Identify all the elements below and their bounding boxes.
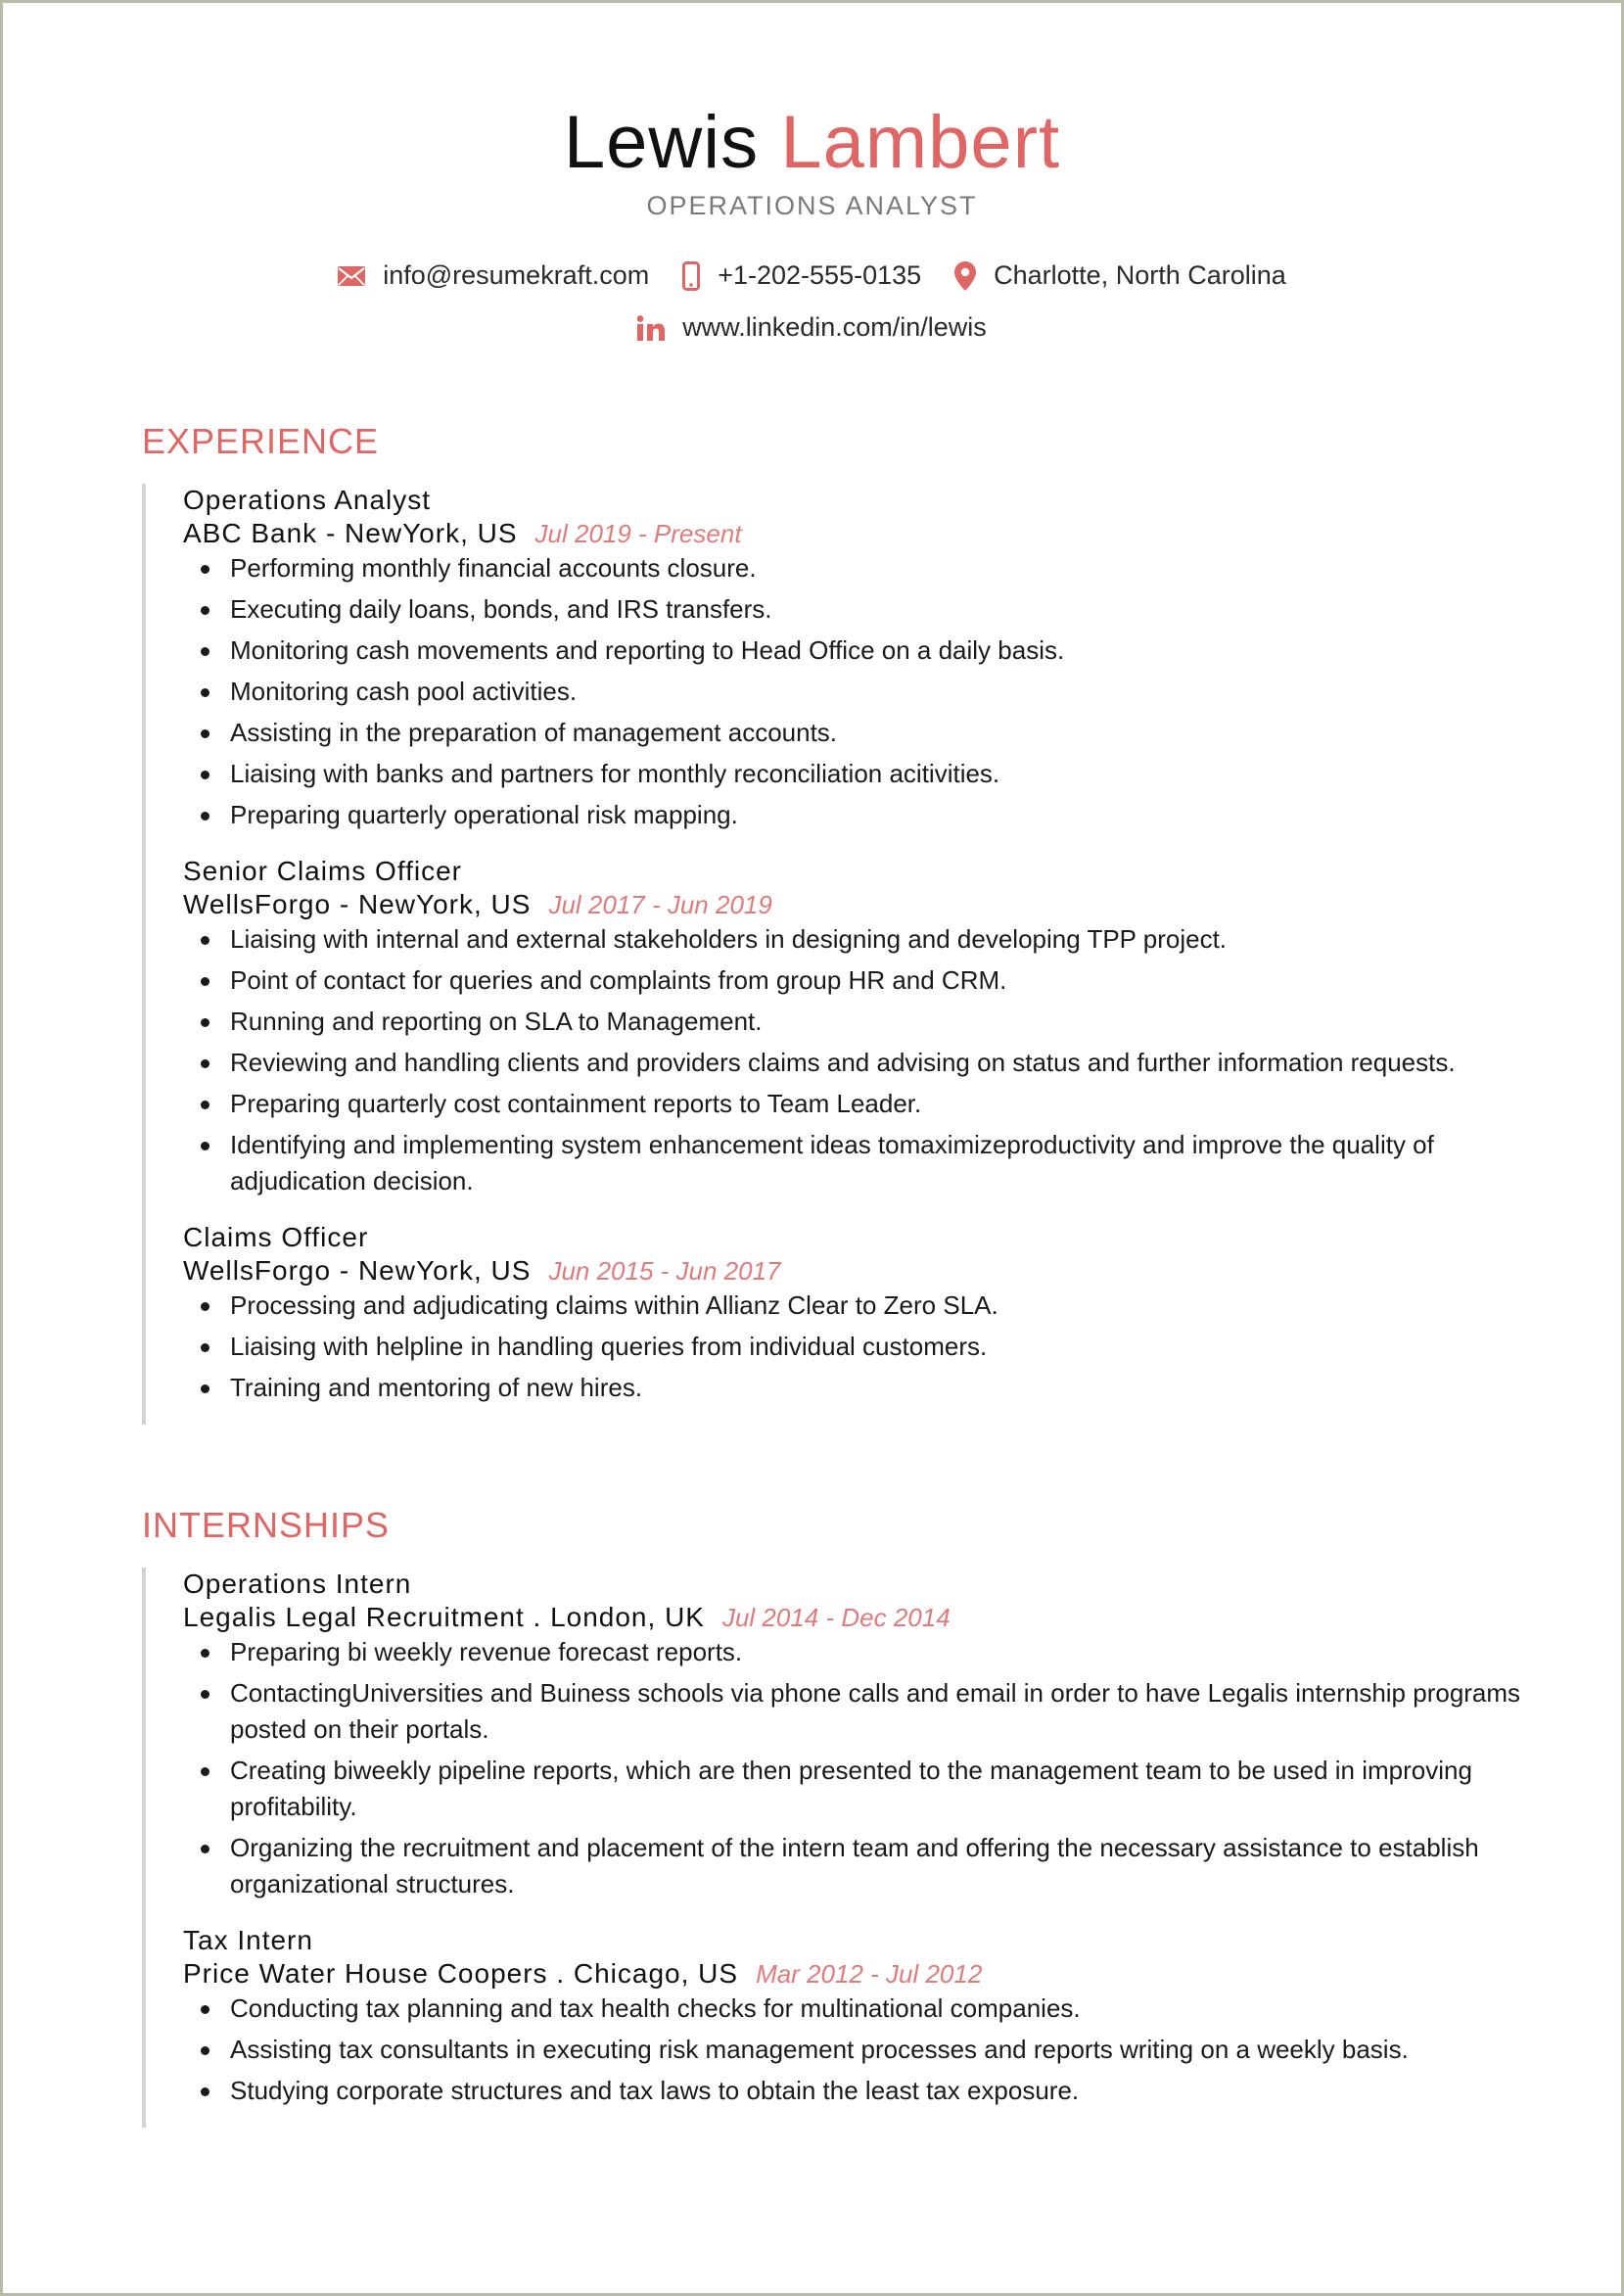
resume-header bbox=[3, 3, 1621, 343]
job-title: Operations Analyst bbox=[183, 485, 432, 515]
job-bullets bbox=[183, 1991, 1533, 2109]
contact-row bbox=[3, 260, 1621, 291]
bullet-item: Performing monthly financial accounts closure. bbox=[183, 550, 1533, 586]
experience-heading: EXPERIENCE bbox=[142, 421, 380, 461]
linkedin-text: www.linkedin.com/in/lewis bbox=[682, 312, 987, 342]
bullet-item: ContactingUniversities and Buiness schools via phone calls and email in order to have Legalis internship programs posted on their portals. bbox=[183, 1675, 1533, 1748]
resume-page bbox=[3, 3, 1621, 2293]
internship-item bbox=[183, 1568, 1533, 1902]
job-company-line bbox=[183, 517, 1533, 550]
bullet-item: Preparing quarterly operational risk mapping. bbox=[183, 797, 1533, 833]
internships-heading: INTERNSHIPS bbox=[142, 1505, 391, 1545]
internships-section bbox=[142, 1505, 1533, 2128]
job-bullets bbox=[183, 550, 1533, 833]
job-company: WellsForgo - NewYork, US bbox=[183, 1255, 532, 1286]
contact-email[interactable] bbox=[338, 260, 649, 291]
bullet-item: Monitoring cash pool activities. bbox=[183, 674, 1533, 710]
bullet-item: Processing and adjudicating claims within Allianz Clear to Zero SLA. bbox=[183, 1288, 1533, 1324]
job-title: Senior Claims Officer bbox=[183, 856, 463, 886]
job-dates: Jul 2014 - Dec 2014 bbox=[721, 1603, 951, 1632]
contact-phone[interactable] bbox=[682, 260, 921, 291]
bullet-item: Conducting tax planning and tax health checks for multinational companies. bbox=[183, 1991, 1533, 2027]
location-text: Charlotte, North Carolina bbox=[994, 260, 1286, 290]
job-dates: Mar 2012 - Jul 2012 bbox=[756, 1959, 983, 1989]
mobile-phone-icon bbox=[682, 261, 700, 291]
candidate-name bbox=[3, 101, 1621, 185]
job-company-line bbox=[183, 888, 1533, 921]
experience-item bbox=[183, 484, 1533, 833]
job-company: Price Water House Coopers . Chicago, US bbox=[183, 1958, 739, 1989]
bullet-item: Point of contact for queries and complaints from group HR and CRM. bbox=[183, 962, 1533, 999]
internships-list bbox=[142, 1568, 1533, 2128]
experience-section bbox=[142, 421, 1533, 1425]
map-pin-icon bbox=[954, 261, 976, 291]
last-name: Lambert bbox=[780, 101, 1061, 184]
experience-list bbox=[142, 484, 1533, 1425]
bullet-item: Organizing the recruitment and placement of the intern team and offering the necessary assistance to establish organizational structures. bbox=[183, 1830, 1533, 1902]
job-dates: Jun 2015 - Jun 2017 bbox=[548, 1256, 781, 1286]
bullet-item: Monitoring cash movements and reporting to Head Office on a daily basis. bbox=[183, 633, 1533, 669]
linkedin-icon bbox=[637, 315, 665, 341]
job-bullets bbox=[183, 1288, 1533, 1406]
bullet-item: Studying corporate structures and tax laws to obtain the least tax exposure. bbox=[183, 2073, 1533, 2109]
phone-text: +1-202-555-0135 bbox=[718, 260, 922, 290]
job-company-line bbox=[183, 1601, 1533, 1634]
job-dates: Jul 2017 - Jun 2019 bbox=[548, 890, 772, 919]
job-company-line bbox=[183, 1957, 1533, 1991]
job-bullets bbox=[183, 921, 1533, 1199]
bullet-item: Liaising with internal and external stakeholders in designing and developing TPP project. bbox=[183, 921, 1533, 958]
contact-row-2 bbox=[3, 312, 1621, 343]
job-company: WellsForgo - NewYork, US bbox=[183, 889, 532, 919]
bullet-item: Creating biweekly pipeline reports, which are then presented to the management team to be used in improving profitability. bbox=[183, 1753, 1533, 1825]
job-company: ABC Bank - NewYork, US bbox=[183, 518, 518, 548]
bullet-item: Identifying and implementing system enhancement ideas tomaximizeproductivity and improve the quality of adjudication decision. bbox=[183, 1127, 1533, 1199]
experience-item bbox=[183, 1221, 1533, 1406]
email-text: info@resumekraft.com bbox=[383, 260, 650, 290]
job-title: Tax Intern bbox=[183, 1925, 313, 1955]
job-company-line bbox=[183, 1254, 1533, 1288]
bullet-item: Assisting tax consultants in executing risk management processes and reports writing on a weekly basis. bbox=[183, 2032, 1533, 2068]
internship-item bbox=[183, 1924, 1533, 2109]
job-title: Claims Officer bbox=[183, 1222, 369, 1252]
first-name: Lewis bbox=[563, 101, 760, 184]
job-bullets bbox=[183, 1634, 1533, 1902]
job-title: Operations Intern bbox=[183, 1569, 412, 1599]
bullet-item: Executing daily loans, bonds, and IRS transfers. bbox=[183, 591, 1533, 628]
contact-linkedin[interactable] bbox=[637, 312, 987, 343]
bullet-item: Preparing bi weekly revenue forecast reports. bbox=[183, 1634, 1533, 1670]
job-company: Legalis Legal Recruitment . London, UK bbox=[183, 1602, 705, 1632]
bullet-item: Liaising with banks and partners for monthly reconciliation acitivities. bbox=[183, 756, 1533, 792]
bullet-item: Running and reporting on SLA to Management. bbox=[183, 1004, 1533, 1040]
contact-location bbox=[954, 260, 1286, 291]
bullet-item: Liaising with helpline in handling queries from individual customers. bbox=[183, 1329, 1533, 1365]
bullet-item: Reviewing and handling clients and providers claims and advising on status and further information requests. bbox=[183, 1045, 1533, 1081]
bullet-item: Assisting in the preparation of management accounts. bbox=[183, 715, 1533, 751]
job-dates: Jul 2019 - Present bbox=[534, 519, 742, 548]
envelope-icon bbox=[338, 266, 365, 286]
job-title-heading: OPERATIONS ANALYST bbox=[646, 191, 978, 220]
bullet-item: Training and mentoring of new hires. bbox=[183, 1370, 1533, 1406]
bullet-item: Preparing quarterly cost containment reports to Team Leader. bbox=[183, 1086, 1533, 1122]
experience-item bbox=[183, 855, 1533, 1199]
